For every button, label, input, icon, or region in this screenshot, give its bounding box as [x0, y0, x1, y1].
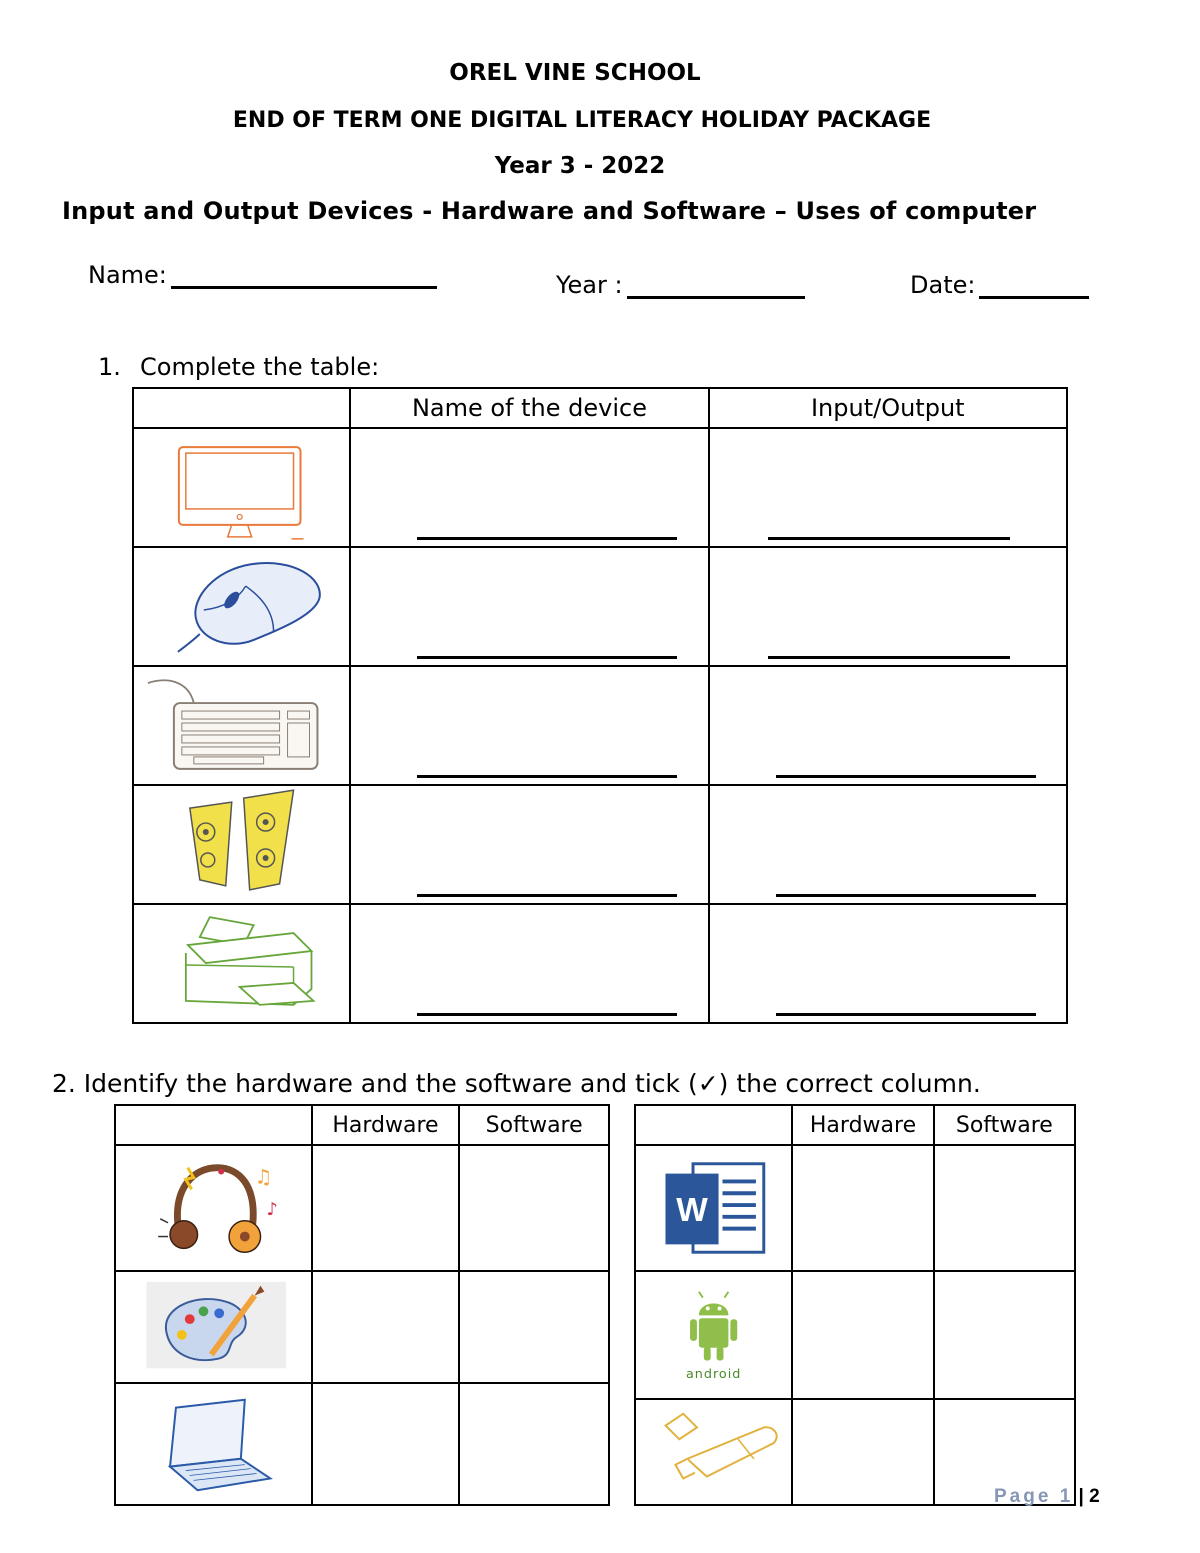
answer-line[interactable]: [768, 656, 1010, 659]
device-io-cell[interactable]: [709, 428, 1067, 547]
software-tick-cell[interactable]: [459, 1383, 609, 1505]
laptop-icon: [116, 1384, 311, 1504]
device-picture-cell: [133, 904, 350, 1023]
device-picture-cell: [133, 666, 350, 785]
table-row: [133, 428, 1067, 547]
year-field-label: Year :: [556, 271, 623, 299]
keyboard-icon: [134, 667, 349, 784]
name-blank[interactable]: [171, 260, 437, 289]
hs-header-picture: [115, 1105, 312, 1145]
table-row: [635, 1271, 1075, 1399]
device-table-header-picture: [133, 388, 350, 428]
table-row: [133, 904, 1067, 1023]
page-separator: |: [1073, 1486, 1090, 1507]
question-2-text: 2. Identify the hardware and the software and tick (✓) the correct column.: [52, 1069, 981, 1098]
hs-table-header: [115, 1105, 609, 1145]
software-tick-cell[interactable]: [459, 1145, 609, 1271]
device-name-cell[interactable]: [350, 666, 708, 785]
date-label: Date:: [910, 271, 976, 299]
device-table-header-name: Name of the device: [350, 388, 708, 428]
device-name-cell[interactable]: [350, 785, 708, 904]
page-total: 2: [1089, 1486, 1100, 1507]
device-picture-cell: [133, 785, 350, 904]
device-table-header: [133, 388, 1067, 428]
date-blank[interactable]: [979, 270, 1089, 299]
answer-line[interactable]: [417, 894, 677, 897]
hardware-tick-cell[interactable]: [312, 1383, 460, 1505]
hs-header-picture: [635, 1105, 792, 1145]
name-field[interactable]: [88, 260, 437, 289]
answer-line[interactable]: [417, 1013, 677, 1016]
device-name-cell[interactable]: [350, 428, 708, 547]
hardware-tick-cell[interactable]: [792, 1145, 933, 1271]
hardware-tick-cell[interactable]: [792, 1399, 933, 1505]
device-picture-cell: [133, 547, 350, 666]
table-row: [115, 1145, 609, 1271]
hs-header-hardware: Hardware: [792, 1105, 933, 1145]
device-io-cell[interactable]: [709, 904, 1067, 1023]
headphones-icon: [116, 1146, 311, 1270]
year-field[interactable]: [556, 270, 805, 299]
mouse-icon: [134, 548, 349, 665]
hardware-software-table-right: [634, 1104, 1076, 1506]
table-row: [115, 1383, 609, 1505]
hs-header-software: Software: [934, 1105, 1075, 1145]
software-tick-cell[interactable]: [934, 1145, 1075, 1271]
hardware-tick-cell[interactable]: [312, 1271, 460, 1383]
year-label: Year 3 - 2022: [494, 153, 666, 179]
question-1-number: 1.: [98, 353, 121, 381]
hardware-tick-cell[interactable]: [312, 1145, 460, 1271]
table-row: [635, 1145, 1075, 1271]
document-title: END OF TERM ONE DIGITAL LITERACY HOLIDAY PACKAGE: [232, 108, 932, 133]
device-io-cell[interactable]: [709, 666, 1067, 785]
answer-line[interactable]: [776, 894, 1036, 897]
name-label: Name:: [88, 261, 167, 289]
hardware-software-table-left: [114, 1104, 610, 1506]
table-row: [133, 666, 1067, 785]
device-picture-cell: [133, 428, 350, 547]
hardware-tick-cell[interactable]: [792, 1271, 933, 1399]
svg-text:♪: ♪: [266, 1199, 278, 1220]
android-wordmark: android: [685, 1367, 742, 1383]
item-picture-cell: [115, 1145, 312, 1271]
answer-line[interactable]: [417, 775, 677, 778]
page-number-label: Page 1: [994, 1486, 1074, 1507]
monitor-icon: [134, 429, 349, 546]
date-field[interactable]: [910, 270, 1089, 299]
printer-icon: [134, 905, 349, 1022]
word-letter: W: [676, 1191, 708, 1229]
word-icon: [636, 1146, 791, 1270]
hs-header-software: Software: [459, 1105, 609, 1145]
software-tick-cell[interactable]: [459, 1271, 609, 1383]
topics-line: Input and Output Devices - Hardware and Software – Uses of computer: [62, 197, 1037, 225]
answer-line[interactable]: [417, 537, 677, 540]
hs-table-header: [635, 1105, 1075, 1145]
svg-text:♫: ♫: [254, 1165, 273, 1189]
answer-line[interactable]: [776, 775, 1036, 778]
device-io-cell[interactable]: [709, 547, 1067, 666]
item-picture-cell: [635, 1271, 792, 1399]
table-row: [115, 1271, 609, 1383]
device-table-header-io: Input/Output: [709, 388, 1067, 428]
device-table: [132, 387, 1068, 1024]
item-picture-cell: [115, 1383, 312, 1505]
year-blank[interactable]: [627, 270, 805, 299]
question-1-text: Complete the table:: [140, 353, 380, 381]
device-name-cell[interactable]: [350, 547, 708, 666]
answer-line[interactable]: [417, 656, 677, 659]
item-picture-cell: [115, 1271, 312, 1383]
hs-header-hardware: Hardware: [312, 1105, 460, 1145]
table-row: [133, 785, 1067, 904]
item-picture-cell: [635, 1399, 792, 1505]
software-tick-cell[interactable]: [934, 1271, 1075, 1399]
table-row: [133, 547, 1067, 666]
answer-line[interactable]: [768, 537, 1010, 540]
usb-drive-icon: [636, 1400, 791, 1504]
android-icon: [636, 1272, 791, 1398]
item-picture-cell: [635, 1145, 792, 1271]
page-footer: [994, 1486, 1100, 1508]
speakers-icon: [134, 786, 349, 903]
question-1: [98, 353, 379, 381]
device-name-cell[interactable]: [350, 904, 708, 1023]
paint-palette-icon: [116, 1272, 311, 1382]
school-name: OREL VINE SCHOOL: [449, 60, 701, 86]
device-io-cell[interactable]: [709, 785, 1067, 904]
answer-line[interactable]: [776, 1013, 1036, 1016]
